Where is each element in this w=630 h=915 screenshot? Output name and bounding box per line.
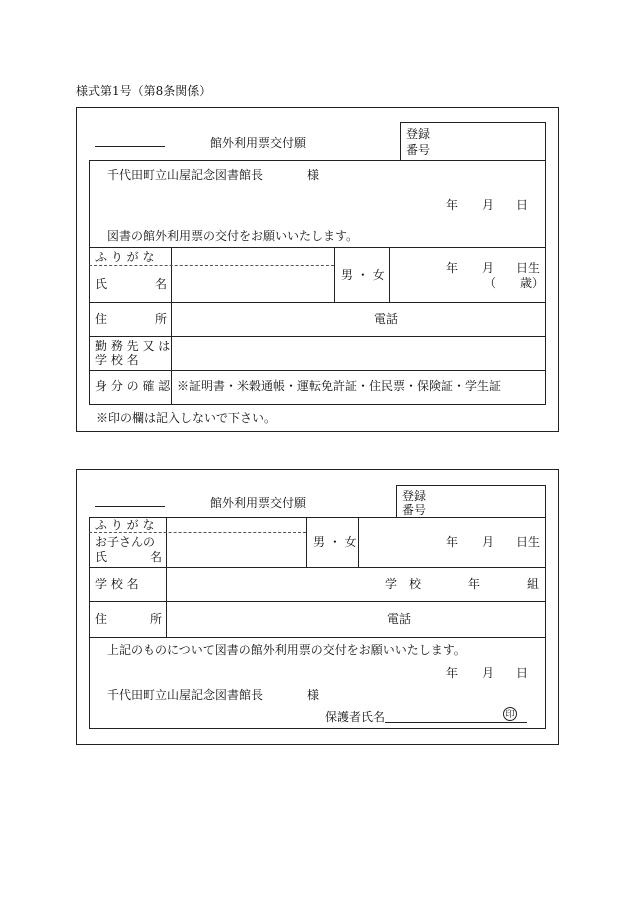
form1-id-options: ※証明書・米穀通帳・運転免許証・住民票・保険証・学生証 — [177, 379, 502, 393]
form2-date-month: 月 — [482, 666, 495, 680]
form1-line — [545, 122, 546, 405]
form2-guardian-label: 保護者氏名 — [325, 710, 386, 724]
form1-line — [89, 370, 546, 371]
form2-address-label-1: 住 — [95, 612, 108, 626]
form2-gender[interactable]: 男 ・ 女 — [313, 535, 357, 549]
form2-birth-month: 月 — [482, 535, 495, 549]
form2-line — [89, 637, 546, 638]
form2-phone-label: 電話 — [387, 612, 412, 626]
form1-addressee: 千代田町立山屋記念図書館長 — [107, 168, 264, 182]
form2-honorific: 様 — [307, 688, 320, 702]
form2-child-label-1: お子さんの — [95, 535, 156, 549]
form2-class: 組 — [527, 577, 540, 591]
form2-furigana-label: ふ り が な — [95, 518, 155, 532]
form2-address-field[interactable] — [168, 603, 368, 636]
form1-line — [89, 160, 90, 405]
form1-number-blank[interactable] — [95, 146, 165, 147]
form1-birth-day: 日生 — [516, 261, 541, 275]
form1-age-close: 歳） — [520, 276, 545, 290]
form1-work-label-1: 勤 務 先 又 は — [95, 339, 171, 353]
form2-number-blank[interactable] — [95, 506, 165, 507]
form2-address-label-2: 所 — [150, 612, 163, 626]
form1-line — [389, 247, 390, 302]
form1-title: 館外利用票交付願 — [210, 136, 307, 150]
seal-icon: 印 — [503, 707, 517, 721]
form2-birth-year: 年 — [446, 535, 459, 549]
form2-line — [545, 485, 546, 729]
form2-line — [89, 567, 546, 568]
form2-child-label-2a: 氏 — [95, 550, 108, 564]
form1-line — [400, 122, 401, 160]
form2-date-day: 日 — [516, 666, 529, 680]
form1-birth-month: 月 — [482, 261, 495, 275]
form2-reg-label-1: 登録 — [402, 489, 427, 503]
form1-date-day: 日 — [516, 198, 529, 212]
form1-date-month: 月 — [482, 198, 495, 212]
form1-phone-label: 電話 — [374, 312, 399, 326]
form1-dash — [89, 265, 334, 266]
form1-work-label-2: 学 校 名 — [95, 353, 139, 367]
form2-line — [89, 728, 546, 729]
form2-birth-day: 日生 — [516, 535, 541, 549]
form1-date-year: 年 — [446, 198, 459, 212]
form1-line — [89, 404, 546, 405]
form2-line — [358, 517, 359, 567]
form1-age-open: （ — [484, 276, 497, 290]
form1-honorific: 様 — [307, 168, 320, 182]
form2-child-label-2b: 名 — [150, 550, 163, 564]
form2-line — [89, 517, 90, 729]
form1-birth-year: 年 — [446, 261, 459, 275]
form1-line — [89, 302, 546, 303]
form2-dash — [89, 532, 306, 533]
form1-request-text: 図書の館外利用票の交付をお願いいたします。 — [107, 229, 359, 243]
form1-line — [89, 160, 546, 161]
form1-furigana-label: ふ り が な — [95, 250, 155, 264]
form2-guardian-field[interactable] — [385, 722, 527, 723]
form-number: 様式第1号（第8条関係） — [76, 84, 212, 98]
form1-address-field[interactable] — [173, 304, 373, 335]
form2-line — [396, 485, 397, 517]
form2-line — [166, 517, 167, 637]
form1-gender[interactable]: 男 ・ 女 — [341, 268, 385, 282]
form2-school: 学 校 — [385, 577, 422, 591]
form2-furigana-field[interactable] — [168, 519, 305, 531]
form2-line — [89, 517, 546, 518]
form2-title: 館外利用票交付願 — [210, 496, 307, 510]
form2-request-text: 上記のものについて図書の館外利用票の交付をお願いいたします。 — [107, 643, 466, 657]
form1-name-field[interactable] — [173, 267, 333, 301]
form2-child-name-field[interactable] — [168, 534, 305, 566]
form1-address-label-1: 住 — [95, 312, 108, 326]
form1-line — [334, 247, 335, 302]
form1-address-label-2: 所 — [155, 312, 168, 326]
form1-line — [171, 247, 172, 404]
form2-grade: 年 — [468, 577, 481, 591]
form1-reg-label-1: 登録 — [406, 127, 431, 141]
form1-name-label-2: 名 — [155, 277, 168, 291]
form1-line — [89, 336, 546, 337]
form2-school-label: 学 校 名 — [95, 577, 139, 591]
form2-line — [396, 485, 546, 486]
form1-line — [400, 122, 546, 123]
form1-line — [89, 247, 546, 248]
form1-reg-label-2: 番号 — [406, 143, 431, 157]
form1-name-label-1: 氏 — [95, 277, 108, 291]
form2-school-field[interactable] — [168, 569, 378, 600]
form2-line — [306, 517, 307, 567]
form1-work-field[interactable] — [173, 338, 543, 369]
form1-note: ※印の欄は記入しないで下さい。 — [96, 411, 277, 425]
form1-furigana-field[interactable] — [173, 249, 333, 264]
form2-date-year: 年 — [446, 666, 459, 680]
form1-id-label: 身 分 の 確 認 — [95, 379, 171, 393]
form2-line — [89, 601, 546, 602]
form2-reg-label-2: 番号 — [402, 503, 427, 517]
form2-addressee: 千代田町立山屋記念図書館長 — [107, 688, 264, 702]
